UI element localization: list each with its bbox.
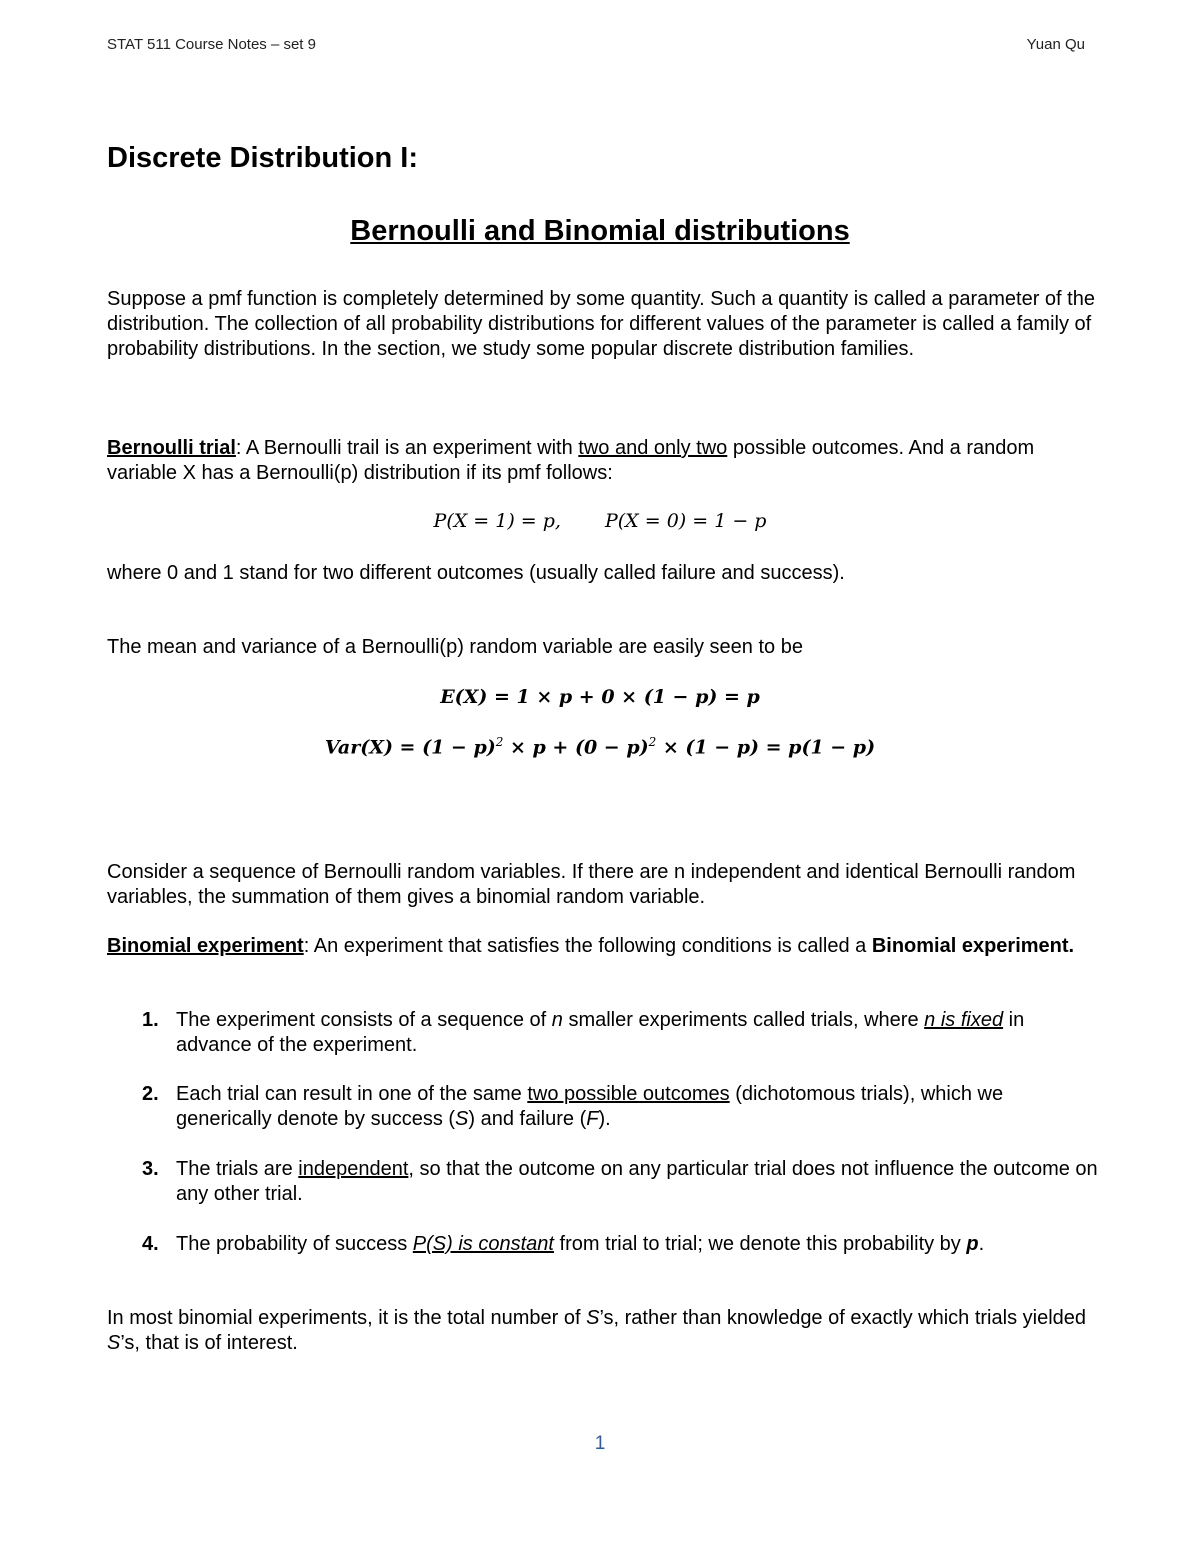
mean-variance-intro: The mean and variance of a Bernoulli(p) random variable are easily seen to be [107, 636, 803, 658]
closing-paragraph: In most binomial experiments, it is the total number of S’s, rather than knowledge of exactly which trials yielded S’s, that is of interest. [107, 1307, 1087, 1354]
binomial-text: : An experiment that satisfies the following conditions is called a [303, 935, 872, 957]
condition-text: The probability of success P(S) is constant from trial to trial; we denote this probability by p. [176, 1233, 985, 1255]
binomial-bold: Binomial experiment. [871, 935, 1075, 957]
bernoulli-text-1: : A Bernoulli trail is an experiment with [235, 437, 579, 459]
header-course: STAT 511 Course Notes – set 9 [107, 36, 316, 53]
condition-number: 2. [142, 1083, 159, 1105]
header-author: Yuan Qu [1026, 36, 1085, 53]
bernoulli-text-2: possible outcomes. And a random variable X has a Bernoulli(p) distribution if its pmf follows: [107, 437, 1035, 484]
bernoulli-pmf-equation [0, 510, 1200, 532]
mean-equation [0, 686, 1200, 708]
var-eq-part-b: × p + (0 − p) [503, 736, 649, 759]
bernoulli-definition [107, 436, 1097, 486]
outcomes-note: where 0 and 1 stand for two different outcomes (usually called failure and success). [107, 562, 845, 584]
page-number: 1 [594, 1433, 606, 1454]
condition-number: 4. [142, 1233, 159, 1255]
condition-text: Each trial can result in one of the same two possible outcomes (dichotomous trials), which we generically denote by success (S) and failure (F). [176, 1083, 1004, 1130]
var-eq-part-c: × (1 − p) = p(1 − p) [656, 736, 876, 759]
variance-equation [0, 735, 1200, 758]
bernoulli-term: Bernoulli trial [107, 437, 236, 459]
condition-number: 3. [142, 1158, 159, 1180]
section-title: Bernoulli and Binomial distributions [350, 215, 850, 247]
var-eq-part-a: Var(X) = (1 − p) [324, 736, 496, 759]
pmf-eq-1: P(X = 1) = p, [433, 510, 561, 532]
mean-eq: E(X) = 1 × p + 0 × (1 − p) = p [440, 686, 760, 708]
page-title: Discrete Distribution I: [107, 142, 418, 174]
condition-text: The trials are independent, so that the outcome on any particular trial does not influence the outcome on any other trial. [176, 1158, 1098, 1205]
pmf-eq-2: P(X = 0) = 1 − p [604, 510, 767, 532]
condition-text: The experiment consists of a sequence of n smaller experiments called trials, where n is fixed in advance of the experiment. [176, 1009, 1025, 1056]
condition-number: 1. [142, 1009, 159, 1031]
var-sup-1: 2 [495, 735, 504, 749]
intro-paragraph: Suppose a pmf function is completely determined by some quantity. Such a quantity is called a parameter of the distribution. The collection of all probability distributions for different values of the parameter is called a family of probability distributions. In the section, we study some popular discrete distribution families. [107, 288, 1095, 360]
binomial-definition [107, 934, 1097, 959]
binomial-term: Binomial experiment [107, 935, 304, 957]
bernoulli-emph: two and only two [578, 437, 728, 459]
var-sup-2: 2 [648, 735, 657, 749]
sequence-paragraph: Consider a sequence of Bernoulli random variables. If there are n independent and identical Bernoulli random variables, the summation of them gives a binomial random variable. [107, 861, 1076, 908]
